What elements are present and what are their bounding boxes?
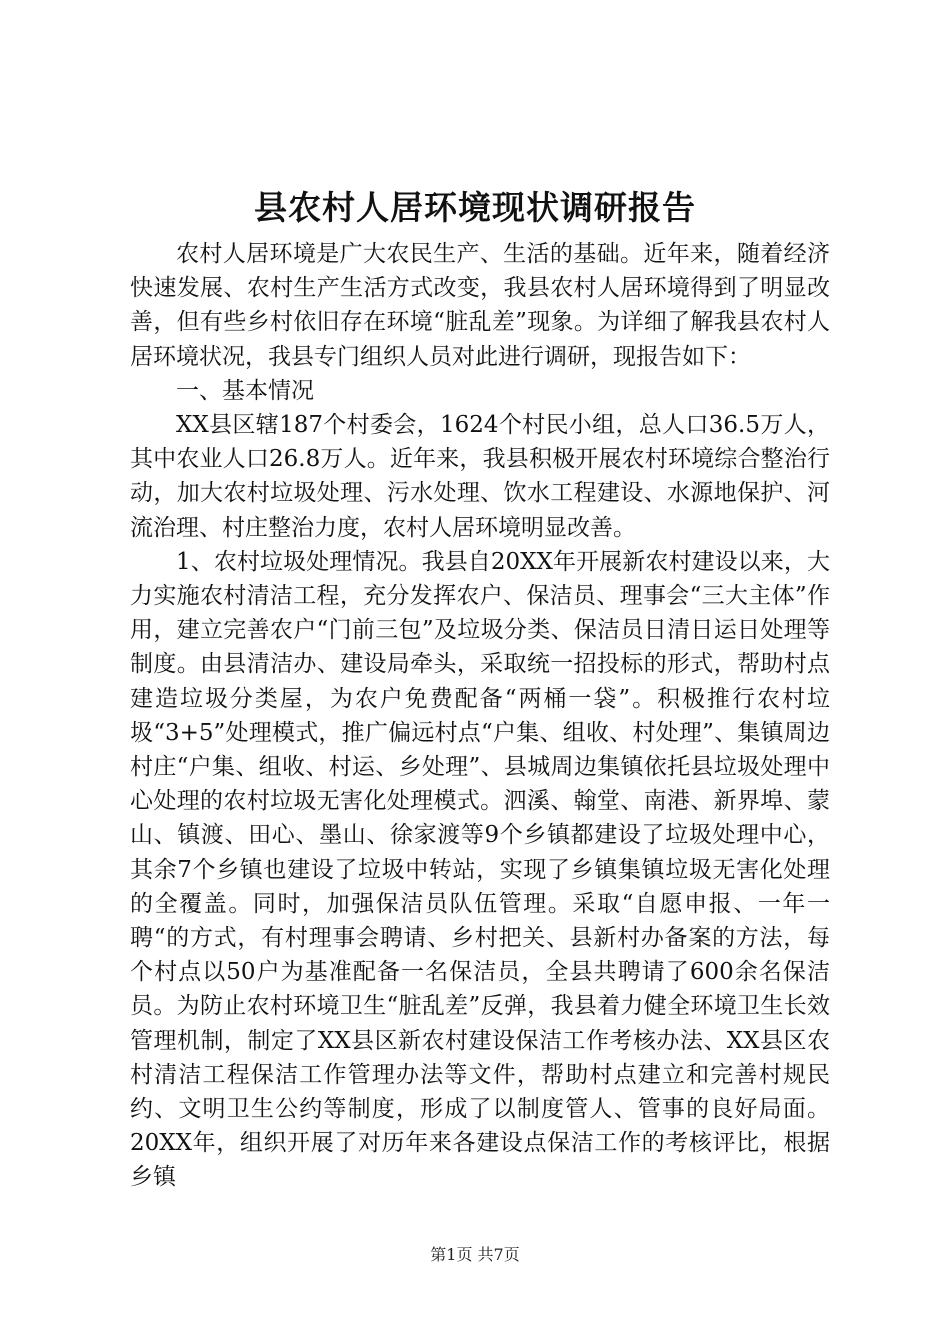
intro-paragraph: 农村人居环境是广大农民生产、生活的基础。近年来，随着经济快速发展、农村生产生活方式改变，我县农村人居环境得到了明显改善，但有些乡村依旧存在环境“脏乱差”现象。为详细了解我县农村人居环境状况，我县专门组织人员对此进行调研，现报告如下： bbox=[130, 241, 830, 370]
garbage-treatment-paragraph: 1、农村垃圾处理情况。我县自20XX年开展新农村建设以来，大力实施农村清洁工程，充分发挥农户、保洁员、理事会“三大主体”作用，建立完善农户“门前三包”及垃圾分类、保洁员日清日运日处理等制度。由县清洁办、建设局牵头，采取统一招投标的形式，帮助村点建造垃圾分类屋，为农户免费配备“两桶一袋”。积极推行农村垃圾“3+5”处理模式，推广偏远村点“户集、组收、村处理”、集镇周边村庄“户集、组收、村运、乡处理”、县城周边集镇依托县垃圾处理中心处理的农村垃圾无害化处理模式。泗溪、翰堂、南港、新界埠、蒙山、镇渡、田心、墨山、徐家渡等9个乡镇都建设了垃圾处理中心，其余7个乡镇也建设了垃圾中转站，实现了乡镇集镇垃圾无害化处理的全覆盖。同时，加强保洁员队伍管理。采取“自愿申报、一年一聘“的方式，有村理事会聘请、乡村把关、县新村办备案的方法，每个村点以50户为基准配备一名保洁员，全县共聘请了600余名保洁员。为防止农村环境卫生“脏乱差”反弹，我县着力健全环境卫生长效管理机制，制定了XX县区新农村建设保洁工作考核办法、XX县区农村清洁工程保洁工作管理办法等文件，帮助村点建立和完善村规民约、文明卫生公约等制度，形成了以制度管人、管事的良好局面。20XX年，组织开展了对历年来各建设点保洁工作的考核评比，根据乡镇 bbox=[130, 548, 830, 1191]
document-title: 县农村人居环境现状调研报告 bbox=[254, 188, 696, 227]
basic-situation-paragraph: XX县区辖187个村委会，1624个村民小组，总人口36.5万人，其中农业人口26.8万人。近年来，我县积极开展农村环境综合整治行动，加大农村垃圾处理、污水处理、饮水工程建设、水源地保护、河流治理、村庄整治力度，农村人居环境明显改善。 bbox=[130, 412, 830, 541]
document-body bbox=[130, 237, 830, 1195]
page-number-footer: 第1页 共7页 bbox=[430, 1245, 520, 1264]
section-heading-basic-situation: 一、基本情况 bbox=[176, 377, 314, 404]
